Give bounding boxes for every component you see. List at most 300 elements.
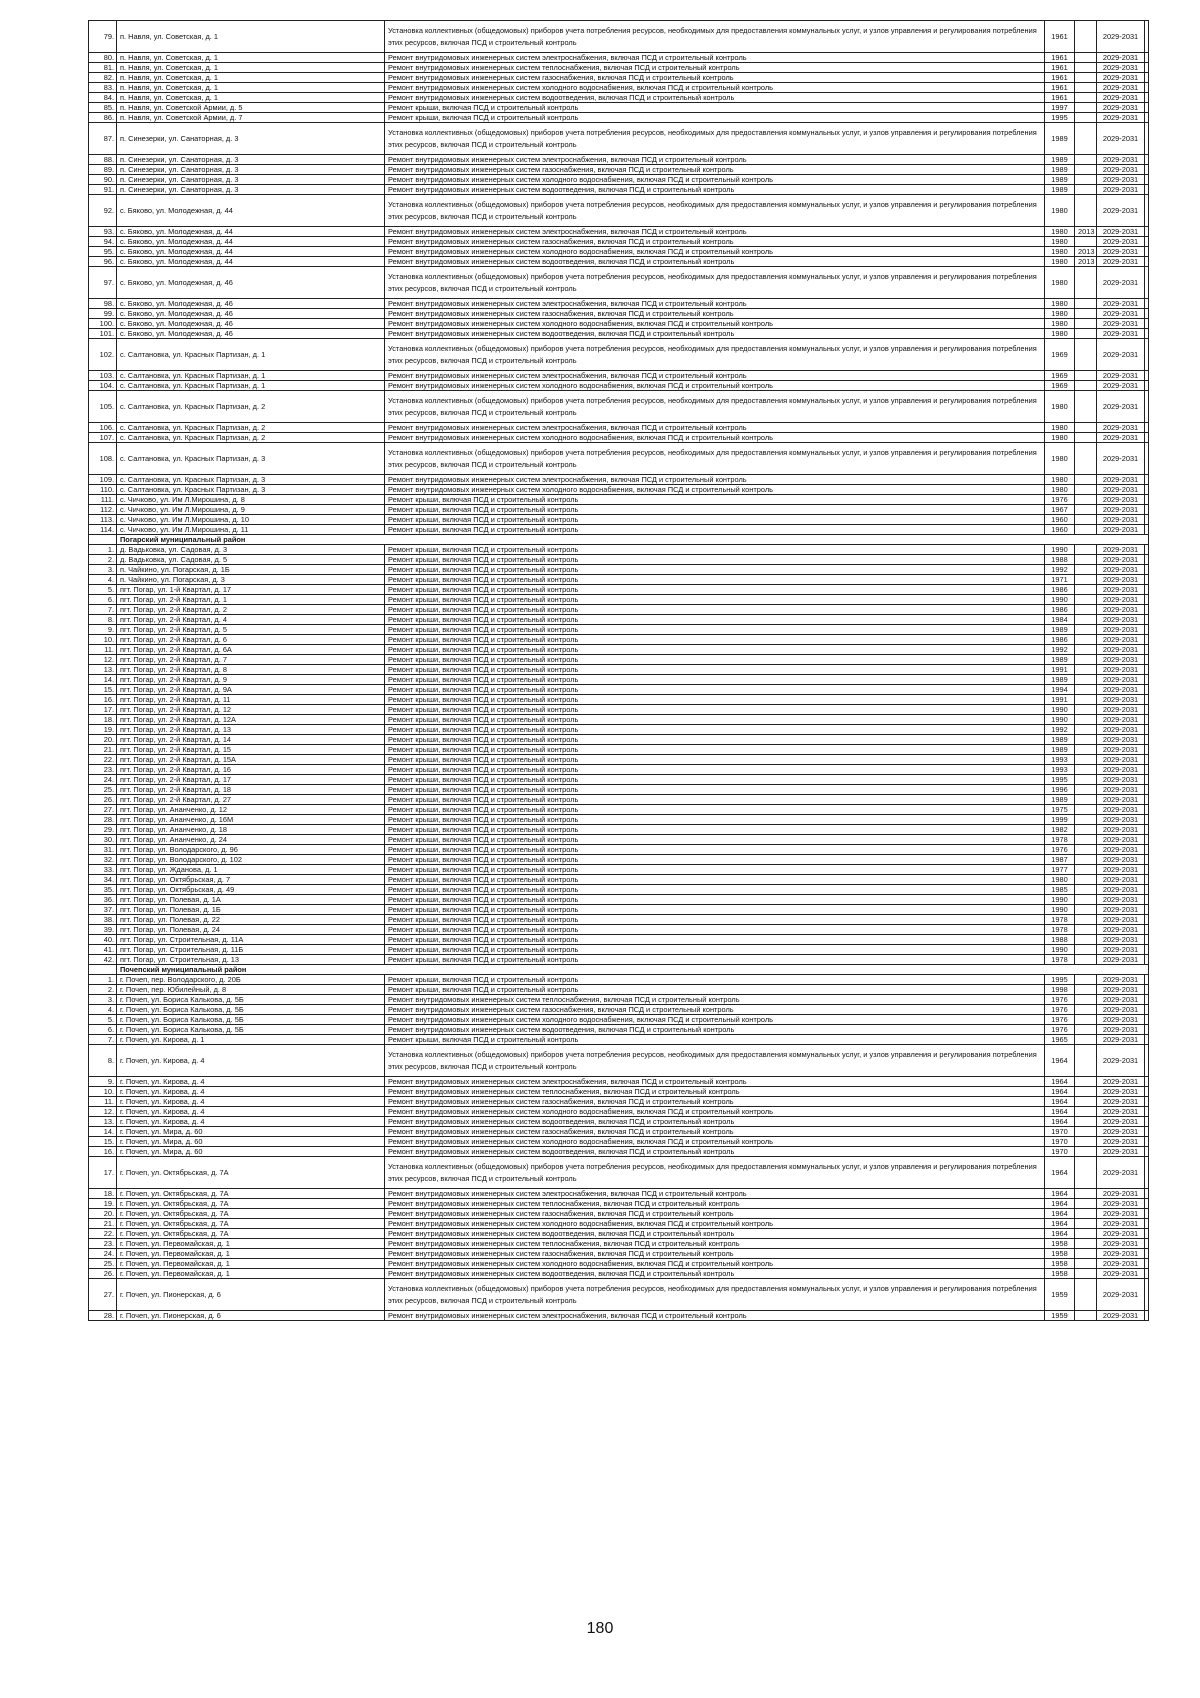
last-repair-year-cell (1075, 1189, 1097, 1199)
last-repair-year-cell (1075, 895, 1097, 905)
empty-cell (1145, 625, 1149, 635)
commission-year-cell: 1964 (1045, 1087, 1075, 1097)
empty-cell (1145, 113, 1149, 123)
planned-period-cell: 2029-2031 (1097, 423, 1145, 433)
planned-period-cell: 2029-2031 (1097, 875, 1145, 885)
table-row (89, 545, 1149, 555)
table-row (89, 785, 1149, 795)
empty-cell (1145, 735, 1149, 745)
work-type-cell: Ремонт крыши, включая ПСД и строительный контроль (385, 905, 1045, 915)
empty-cell (1145, 585, 1149, 595)
last-repair-year-cell (1075, 595, 1097, 605)
empty-cell (1145, 675, 1149, 685)
empty-cell (1145, 915, 1149, 925)
work-type-cell: Ремонт внутридомовых инженерных систем водоотведения, включая ПСД и строительный контроль (385, 329, 1045, 339)
capital-repair-table (88, 20, 1149, 1321)
address-cell: пгт. Погар, ул. Полевая, д. 22 (117, 915, 385, 925)
address-cell: пгт. Погар, ул. Строительная, д. 11Б (117, 945, 385, 955)
last-repair-year-cell (1075, 1279, 1097, 1311)
work-type-cell: Ремонт внутридомовых инженерных систем электроснабжения, включая ПСД и строительный контроль (385, 155, 1045, 165)
empty-cell (1145, 1269, 1149, 1279)
last-repair-year-cell (1075, 1107, 1097, 1117)
row-number: 91. (89, 185, 117, 195)
planned-period-cell: 2029-2031 (1097, 1239, 1145, 1249)
last-repair-year-cell (1075, 775, 1097, 785)
row-number: 19. (89, 725, 117, 735)
commission-year-cell: 1958 (1045, 1269, 1075, 1279)
commission-year-cell: 1995 (1045, 775, 1075, 785)
table-row (89, 625, 1149, 635)
address-cell: пгт. Погар, ул. 2-й Квартал, д. 2 (117, 605, 385, 615)
row-number: 41. (89, 945, 117, 955)
table-row (89, 267, 1149, 299)
commission-year-cell: 1995 (1045, 975, 1075, 985)
table-row (89, 645, 1149, 655)
last-repair-year-cell (1075, 93, 1097, 103)
table-row (89, 805, 1149, 815)
empty-cell (1145, 1209, 1149, 1219)
planned-period-cell: 2029-2031 (1097, 685, 1145, 695)
empty-cell (1145, 185, 1149, 195)
planned-period-cell: 2029-2031 (1097, 495, 1145, 505)
table-row (89, 935, 1149, 945)
last-repair-year-cell (1075, 565, 1097, 575)
work-type-cell: Ремонт крыши, включая ПСД и строительный контроль (385, 605, 1045, 615)
work-type-cell: Ремонт внутридомовых инженерных систем теплоснабжения, включая ПСД и строительный контроль (385, 1239, 1045, 1249)
address-cell: с. Чичково, ул. Им Л.Мирошина, д. 11 (117, 525, 385, 535)
planned-period-cell: 2029-2031 (1097, 755, 1145, 765)
row-number: 17. (89, 705, 117, 715)
empty-cell (1145, 835, 1149, 845)
last-repair-year-cell (1075, 755, 1097, 765)
work-type-cell: Ремонт крыши, включая ПСД и строительный контроль (385, 735, 1045, 745)
commission-year-cell: 1964 (1045, 1157, 1075, 1189)
last-repair-year-cell (1075, 103, 1097, 113)
commission-year-cell: 1990 (1045, 705, 1075, 715)
empty-cell (1145, 725, 1149, 735)
address-cell: с. Салтановка, ул. Красных Партизан, д. 3 (117, 475, 385, 485)
table-row (89, 1005, 1149, 1015)
empty-cell (1145, 935, 1149, 945)
empty-cell (1145, 515, 1149, 525)
last-repair-year-cell (1075, 695, 1097, 705)
planned-period-cell: 2029-2031 (1097, 995, 1145, 1005)
row-number: 5. (89, 1015, 117, 1025)
last-repair-year-cell (1075, 845, 1097, 855)
work-type-cell: Ремонт крыши, включая ПСД и строительный контроль (385, 955, 1045, 965)
planned-period-cell: 2029-2031 (1097, 1137, 1145, 1147)
row-number: 84. (89, 93, 117, 103)
planned-period-cell: 2029-2031 (1097, 1229, 1145, 1239)
commission-year-cell: 1992 (1045, 725, 1075, 735)
table-row (89, 1229, 1149, 1239)
row-number: 12. (89, 655, 117, 665)
work-type-cell: Установка коллективных (общедомовых) приборов учета потребления ресурсов, необходимых для предоставления коммунальных услуг, и узлов управления и регулирования потребления этих ресурсов, включая ПСД и строительный контроль (385, 339, 1045, 371)
table-row (89, 227, 1149, 237)
commission-year-cell: 1961 (1045, 53, 1075, 63)
row-number: 99. (89, 309, 117, 319)
planned-period-cell: 2029-2031 (1097, 155, 1145, 165)
planned-period-cell: 2029-2031 (1097, 371, 1145, 381)
empty-cell (1145, 175, 1149, 185)
empty-cell (1145, 1239, 1149, 1249)
row-number: 8. (89, 615, 117, 625)
work-type-cell: Ремонт крыши, включая ПСД и строительный контроль (385, 495, 1045, 505)
row-number: 103. (89, 371, 117, 381)
work-type-cell: Ремонт внутридомовых инженерных систем холодного водоснабжения, включая ПСД и строительный контроль (385, 1259, 1045, 1269)
commission-year-cell: 1995 (1045, 113, 1075, 123)
address-cell: г. Почеп, ул. Мира, д. 60 (117, 1137, 385, 1147)
row-number: 9. (89, 1077, 117, 1087)
work-type-cell: Ремонт крыши, включая ПСД и строительный контроль (385, 585, 1045, 595)
row-number: 108. (89, 443, 117, 475)
table-row (89, 905, 1149, 915)
last-repair-year-cell (1075, 585, 1097, 595)
planned-period-cell: 2029-2031 (1097, 955, 1145, 965)
work-type-cell: Ремонт внутридомовых инженерных систем холодного водоснабжения, включая ПСД и строительный контроль (385, 1137, 1045, 1147)
empty-cell (1145, 745, 1149, 755)
planned-period-cell: 2029-2031 (1097, 855, 1145, 865)
commission-year-cell: 1990 (1045, 945, 1075, 955)
commission-year-cell: 1980 (1045, 195, 1075, 227)
last-repair-year-cell (1075, 113, 1097, 123)
row-number: 6. (89, 595, 117, 605)
commission-year-cell: 1980 (1045, 475, 1075, 485)
table-row (89, 1249, 1149, 1259)
last-repair-year-cell (1075, 985, 1097, 995)
table-row (89, 21, 1149, 53)
row-number: 100. (89, 319, 117, 329)
row-number: 23. (89, 765, 117, 775)
row-number: 95. (89, 247, 117, 257)
planned-period-cell: 2029-2031 (1097, 475, 1145, 485)
address-cell: п. Навля, ул. Советская, д. 1 (117, 21, 385, 53)
empty-cell (1145, 985, 1149, 995)
last-repair-year-cell (1075, 83, 1097, 93)
last-repair-year-cell (1075, 765, 1097, 775)
work-type-cell: Ремонт внутридомовых инженерных систем водоотведения, включая ПСД и строительный контроль (385, 1229, 1045, 1239)
commission-year-cell: 1961 (1045, 63, 1075, 73)
address-cell: пгт. Погар, ул. Ананченко, д. 12 (117, 805, 385, 815)
table-row (89, 955, 1149, 965)
empty-cell (1145, 635, 1149, 645)
address-cell: пгт. Погар, ул. Октябрьская, д. 7 (117, 875, 385, 885)
address-cell: г. Почеп, пер. Володарского, д. 20Б (117, 975, 385, 985)
work-type-cell: Ремонт крыши, включая ПСД и строительный контроль (385, 665, 1045, 675)
address-cell: г. Почеп, ул. Мира, д. 60 (117, 1127, 385, 1137)
last-repair-year-cell (1075, 715, 1097, 725)
empty-cell (1145, 237, 1149, 247)
empty-cell (1145, 805, 1149, 815)
empty-cell (1145, 475, 1149, 485)
empty-cell (1145, 795, 1149, 805)
work-type-cell: Ремонт внутридомовых инженерных систем электроснабжения, включая ПСД и строительный контроль (385, 1189, 1045, 1199)
row-number: 110. (89, 485, 117, 495)
planned-period-cell: 2029-2031 (1097, 565, 1145, 575)
row-number: 36. (89, 895, 117, 905)
last-repair-year-cell (1075, 885, 1097, 895)
document-page (88, 20, 1148, 1321)
planned-period-cell: 2029-2031 (1097, 925, 1145, 935)
table-row (89, 63, 1149, 73)
table-row (89, 1015, 1149, 1025)
last-repair-year-cell (1075, 237, 1097, 247)
commission-year-cell: 1964 (1045, 1199, 1075, 1209)
last-repair-year-cell (1075, 1209, 1097, 1219)
address-cell: с. Бяково, ул. Молодежная, д. 44 (117, 247, 385, 257)
row-number: 26. (89, 1269, 117, 1279)
address-cell: г. Почеп, ул. Пионерская, д. 6 (117, 1311, 385, 1321)
table-row (89, 485, 1149, 495)
table-row (89, 915, 1149, 925)
empty-cell (1145, 925, 1149, 935)
row-number: 33. (89, 865, 117, 875)
planned-period-cell: 2029-2031 (1097, 665, 1145, 675)
commission-year-cell: 1980 (1045, 423, 1075, 433)
table-row (89, 1117, 1149, 1127)
table-row (89, 1311, 1149, 1321)
commission-year-cell: 1980 (1045, 267, 1075, 299)
table-row (89, 113, 1149, 123)
section-row (89, 965, 1149, 975)
address-cell: г. Почеп, ул. Первомайская, д. 1 (117, 1249, 385, 1259)
empty-cell (1145, 319, 1149, 329)
planned-period-cell: 2029-2031 (1097, 21, 1145, 53)
last-repair-year-cell (1075, 1005, 1097, 1015)
last-repair-year-cell (1075, 825, 1097, 835)
address-cell: пгт. Погар, ул. 2-й Квартал, д. 15 (117, 745, 385, 755)
planned-period-cell: 2029-2031 (1097, 257, 1145, 267)
commission-year-cell: 1989 (1045, 155, 1075, 165)
work-type-cell: Ремонт внутридомовых инженерных систем теплоснабжения, включая ПСД и строительный контроль (385, 63, 1045, 73)
last-repair-year-cell (1075, 555, 1097, 565)
planned-period-cell: 2029-2031 (1097, 113, 1145, 123)
empty-cell (1145, 1249, 1149, 1259)
last-repair-year-cell (1075, 443, 1097, 475)
work-type-cell: Ремонт крыши, включая ПСД и строительный контроль (385, 695, 1045, 705)
row-number: 20. (89, 735, 117, 745)
table-row (89, 815, 1149, 825)
section-title: Почепский муниципальный район (117, 965, 1149, 975)
row-number: 3. (89, 995, 117, 1005)
table-row (89, 765, 1149, 775)
planned-period-cell: 2029-2031 (1097, 715, 1145, 725)
planned-period-cell: 2029-2031 (1097, 675, 1145, 685)
planned-period-cell: 2029-2031 (1097, 1005, 1145, 1015)
table-row (89, 1087, 1149, 1097)
work-type-cell: Ремонт внутридомовых инженерных систем теплоснабжения, включая ПСД и строительный контроль (385, 1087, 1045, 1097)
empty-cell (1145, 433, 1149, 443)
last-repair-year-cell (1075, 855, 1097, 865)
address-cell: пгт. Погар, ул. Володарского, д. 96 (117, 845, 385, 855)
row-number: 25. (89, 785, 117, 795)
address-cell: г. Почеп, ул. Бориса Калькова, д. 5Б (117, 1025, 385, 1035)
last-repair-year-cell (1075, 915, 1097, 925)
work-type-cell: Ремонт крыши, включая ПСД и строительный контроль (385, 685, 1045, 695)
planned-period-cell: 2029-2031 (1097, 1209, 1145, 1219)
work-type-cell: Установка коллективных (общедомовых) приборов учета потребления ресурсов, необходимых для предоставления коммунальных услуг, и узлов управления и регулирования потребления этих ресурсов, включая ПСД и строительный контроль (385, 123, 1045, 155)
last-repair-year-cell (1075, 1311, 1097, 1321)
commission-year-cell: 1975 (1045, 805, 1075, 815)
row-number: 16. (89, 695, 117, 705)
table-row (89, 83, 1149, 93)
empty-cell (1145, 123, 1149, 155)
commission-year-cell: 1964 (1045, 1097, 1075, 1107)
work-type-cell: Ремонт крыши, включая ПСД и строительный контроль (385, 985, 1045, 995)
address-cell: г. Почеп, ул. Кирова, д. 4 (117, 1097, 385, 1107)
commission-year-cell: 1998 (1045, 985, 1075, 995)
row-number: 92. (89, 195, 117, 227)
last-repair-year-cell (1075, 185, 1097, 195)
commission-year-cell: 1980 (1045, 485, 1075, 495)
row-number: 37. (89, 905, 117, 915)
last-repair-year-cell (1075, 515, 1097, 525)
work-type-cell: Ремонт внутридомовых инженерных систем водоотведения, включая ПСД и строительный контроль (385, 1117, 1045, 1127)
planned-period-cell: 2029-2031 (1097, 299, 1145, 309)
commission-year-cell: 1959 (1045, 1311, 1075, 1321)
empty-cell (1145, 73, 1149, 83)
row-number: 15. (89, 685, 117, 695)
last-repair-year-cell (1075, 905, 1097, 915)
commission-year-cell: 1960 (1045, 525, 1075, 535)
last-repair-year-cell (1075, 675, 1097, 685)
commission-year-cell: 1996 (1045, 785, 1075, 795)
planned-period-cell: 2029-2031 (1097, 1189, 1145, 1199)
last-repair-year-cell (1075, 339, 1097, 371)
row-number: 107. (89, 433, 117, 443)
address-cell: с. Бяково, ул. Молодежная, д. 44 (117, 257, 385, 267)
empty-cell (1145, 103, 1149, 113)
commission-year-cell: 1989 (1045, 175, 1075, 185)
planned-period-cell: 2029-2031 (1097, 945, 1145, 955)
empty-cell (1145, 715, 1149, 725)
row-number: 18. (89, 715, 117, 725)
last-repair-year-cell: 2013 (1075, 257, 1097, 267)
last-repair-year-cell (1075, 319, 1097, 329)
work-type-cell: Ремонт крыши, включая ПСД и строительный контроль (385, 895, 1045, 905)
work-type-cell: Ремонт крыши, включая ПСД и строительный контроль (385, 565, 1045, 575)
planned-period-cell: 2029-2031 (1097, 103, 1145, 113)
empty-cell (1145, 865, 1149, 875)
commission-year-cell: 1976 (1045, 1025, 1075, 1035)
last-repair-year-cell (1075, 123, 1097, 155)
row-number: 114. (89, 525, 117, 535)
empty-cell (1145, 1117, 1149, 1127)
row-number: 112. (89, 505, 117, 515)
table-row (89, 73, 1149, 83)
last-repair-year-cell (1075, 655, 1097, 665)
work-type-cell: Установка коллективных (общедомовых) приборов учета потребления ресурсов, необходимых для предоставления коммунальных услуг, и узлов управления и регулирования потребления этих ресурсов, включая ПСД и строительный контроль (385, 1157, 1045, 1189)
address-cell: г. Почеп, ул. Пионерская, д. 6 (117, 1279, 385, 1311)
row-number: 29. (89, 825, 117, 835)
address-cell: пгт. Погар, ул. 2-й Квартал, д. 12 (117, 705, 385, 715)
table-row (89, 93, 1149, 103)
table-row (89, 695, 1149, 705)
address-cell: с. Салтановка, ул. Красных Партизан, д. 1 (117, 381, 385, 391)
work-type-cell: Ремонт крыши, включая ПСД и строительный контроль (385, 645, 1045, 655)
commission-year-cell: 1964 (1045, 1229, 1075, 1239)
address-cell: пгт. Погар, ул. 2-й Квартал, д. 15А (117, 755, 385, 765)
empty-cell (1145, 1025, 1149, 1035)
last-repair-year-cell (1075, 705, 1097, 715)
work-type-cell: Ремонт крыши, включая ПСД и строительный контроль (385, 795, 1045, 805)
planned-period-cell: 2029-2031 (1097, 785, 1145, 795)
last-repair-year-cell (1075, 875, 1097, 885)
commission-year-cell: 1989 (1045, 795, 1075, 805)
planned-period-cell: 2029-2031 (1097, 237, 1145, 247)
row-number: 16. (89, 1147, 117, 1157)
row-number: 8. (89, 1045, 117, 1077)
work-type-cell: Ремонт внутридомовых инженерных систем теплоснабжения, включая ПСД и строительный контроль (385, 995, 1045, 1005)
empty-cell (1145, 785, 1149, 795)
planned-period-cell: 2029-2031 (1097, 865, 1145, 875)
row-number: 1. (89, 975, 117, 985)
row-number: 28. (89, 1311, 117, 1321)
address-cell: г. Почеп, ул. Мира, д. 60 (117, 1147, 385, 1157)
planned-period-cell: 2029-2031 (1097, 525, 1145, 535)
table-row (89, 665, 1149, 675)
work-type-cell: Ремонт крыши, включая ПСД и строительный контроль (385, 545, 1045, 555)
row-number: 31. (89, 845, 117, 855)
commission-year-cell: 1961 (1045, 21, 1075, 53)
row-number: 3. (89, 565, 117, 575)
last-repair-year-cell (1075, 299, 1097, 309)
empty-cell (1145, 195, 1149, 227)
row-number: 2. (89, 555, 117, 565)
address-cell: г. Почеп, ул. Октябрьская, д. 7А (117, 1199, 385, 1209)
empty-cell (1145, 905, 1149, 915)
row-number: 89. (89, 165, 117, 175)
last-repair-year-cell (1075, 391, 1097, 423)
empty-cell (1145, 1045, 1149, 1077)
last-repair-year-cell (1075, 995, 1097, 1005)
work-type-cell: Установка коллективных (общедомовых) приборов учета потребления ресурсов, необходимых для предоставления коммунальных услуг, и узлов управления и регулирования потребления этих ресурсов, включая ПСД и строительный контроль (385, 391, 1045, 423)
empty-cell (1145, 83, 1149, 93)
planned-period-cell: 2029-2031 (1097, 1035, 1145, 1045)
table-row (89, 985, 1149, 995)
last-repair-year-cell (1075, 165, 1097, 175)
row-number: 113. (89, 515, 117, 525)
address-cell: пгт. Погар, ул. 2-й Квартал, д. 9 (117, 675, 385, 685)
table-row (89, 257, 1149, 267)
empty-cell (1145, 1259, 1149, 1269)
commission-year-cell: 1980 (1045, 237, 1075, 247)
last-repair-year-cell (1075, 1239, 1097, 1249)
empty-cell (1145, 423, 1149, 433)
last-repair-year-cell (1075, 1147, 1097, 1157)
address-cell: с. Чичково, ул. Им Л.Мирошина, д. 8 (117, 495, 385, 505)
table-row (89, 1239, 1149, 1249)
address-cell: г. Почеп, ул. Бориса Калькова, д. 5Б (117, 1015, 385, 1025)
address-cell: с. Бяково, ул. Молодежная, д. 44 (117, 195, 385, 227)
empty-cell (1145, 505, 1149, 515)
work-type-cell: Ремонт крыши, включая ПСД и строительный контроль (385, 103, 1045, 113)
work-type-cell: Ремонт крыши, включая ПСД и строительный контроль (385, 865, 1045, 875)
table-row (89, 555, 1149, 565)
table-row (89, 391, 1149, 423)
work-type-cell: Установка коллективных (общедомовых) приборов учета потребления ресурсов, необходимых для предоставления коммунальных услуг, и узлов управления и регулирования потребления этих ресурсов, включая ПСД и строительный контроль (385, 1045, 1045, 1077)
commission-year-cell: 1997 (1045, 103, 1075, 113)
address-cell: г. Почеп, ул. Октябрьская, д. 7А (117, 1157, 385, 1189)
row-number: 94. (89, 237, 117, 247)
table-row (89, 635, 1149, 645)
planned-period-cell: 2029-2031 (1097, 695, 1145, 705)
planned-period-cell: 2029-2031 (1097, 227, 1145, 237)
last-repair-year-cell (1075, 1087, 1097, 1097)
planned-period-cell: 2029-2031 (1097, 443, 1145, 475)
work-type-cell: Ремонт крыши, включая ПСД и строительный контроль (385, 595, 1045, 605)
address-cell: пгт. Погар, ул. 2-й Квартал, д. 27 (117, 795, 385, 805)
